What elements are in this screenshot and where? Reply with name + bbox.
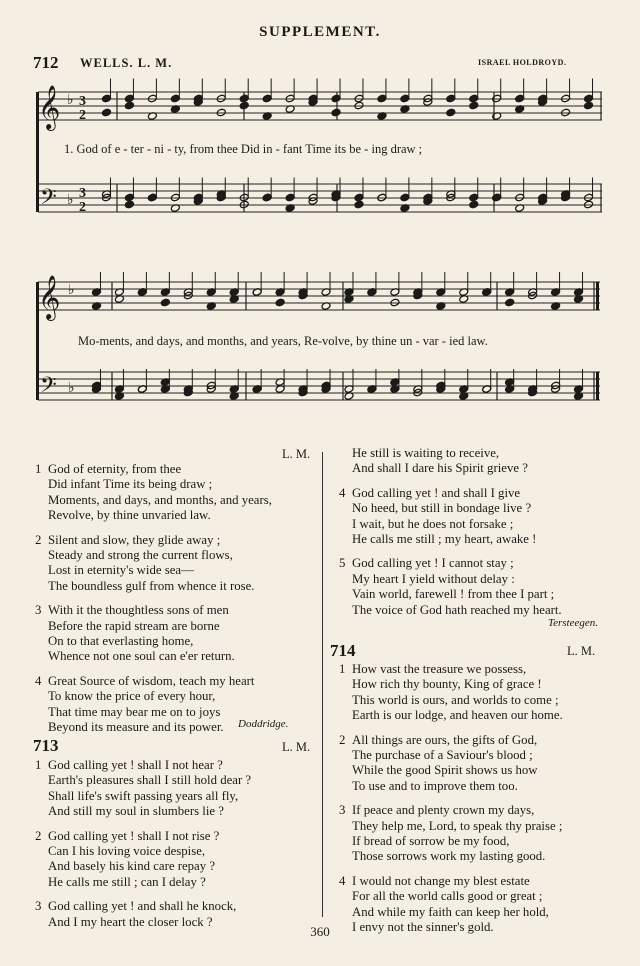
note-head [102,108,112,117]
verse-line: And basely his kind care repay ? [48,859,216,874]
verse-line: Did infant Time its being draw ; [48,477,213,492]
stanza-continuation [352,446,562,477]
verse-line: All things are ours, the gifts of God, [352,732,538,747]
hymn-714-number: 714 [330,641,356,660]
hymn-713-number: 713 [33,736,59,755]
note-head [239,101,249,110]
stanza [35,603,272,665]
hymn-714-text [339,662,563,945]
time-signature-top: 3 [79,94,86,109]
verse-line: I wait, but he does not forsake ; [352,516,514,531]
note-head [331,94,341,103]
verse-line: For all the world calls good or great ; [352,889,543,904]
note-head [492,193,502,202]
stanza-number: 5 [339,556,346,571]
stanza-number: 3 [35,899,42,914]
verse-line: That time may bear me on to joys [48,704,221,719]
page-number: 360 [310,924,330,939]
verse-line: God of eternity, from thee [48,462,182,476]
stanza-number: 3 [35,603,42,618]
note-head [147,193,157,202]
hymn-713-stanzas-left [35,758,252,930]
stanza [35,828,251,891]
verse-line: The purchase of a Saviour's blood ; [352,748,533,763]
note-head [262,94,272,103]
treble-clef-icon: 𝄞 [38,275,61,319]
note-head [505,298,515,307]
verse-line: This world is ours, and worlds to come ; [352,692,559,707]
verse-line: They help me, Lord, to speak thy praise ; [352,818,563,833]
verse-line: I would not change my blest estate [352,873,530,888]
verse-line: Moments, and days, and months, and years, [48,492,272,507]
note-head [124,94,134,103]
stanza-number: 2 [339,732,346,747]
verse-line: While the good Spirit shows us how [352,763,538,778]
verse-line: Revolve, by thine unvaried law. [48,508,211,523]
tune-name: WELLS. L. M. [80,56,173,70]
flat-sign-icon: ♭ [68,282,75,298]
verse-line: Beyond its measure and its power. [48,720,224,735]
stanza-number: 4 [339,873,346,888]
music-score [0,0,640,420]
note-head [124,193,134,202]
verse-line: God calling yet ! and shall I give [352,485,521,500]
hymn-713-author: Tersteegen. [548,617,599,629]
verse-line: Great Source of wisdom, teach my heart [48,673,255,688]
final-barline [596,282,599,310]
stanza [35,758,252,820]
stanza [339,732,563,795]
note-head [469,101,479,110]
bass-clef-icon: 𝄢 [40,373,57,403]
verse-line: To know the price of every hour, [48,689,216,704]
time-signature-top: 3 [79,186,86,201]
verse-line: My heart I yield without delay : [352,571,515,586]
note-head [584,101,594,110]
note-head [515,94,525,103]
verse-line: With it the thoughtless sons of men [48,603,229,618]
note-head [170,94,180,103]
verse-line: God calling yet ! I cannot stay ; [352,556,514,571]
verse-line: The voice of God hath reached my heart. [352,602,562,617]
note-head [239,94,249,103]
hymn-714-stanzas [339,662,563,936]
verse-line: And while my faith can keep her hold, [352,904,549,919]
composer-name: ISRAEL HOLDROYD. [478,58,567,67]
stanza [339,662,563,724]
verse-line: Those sorrows work my lasting good. [352,849,546,864]
verse-line: How rich thy bounty, King of grace ! [352,677,542,692]
note-head [331,108,341,117]
hymn-714-meter: L. M. [567,644,596,658]
flat-sign-icon: ♭ [67,92,74,108]
verse-line: Can I his loving voice despise, [48,844,206,859]
note-head [262,193,272,202]
note-head [469,94,479,103]
verse-line: If bread of sorrow be my food, [352,834,510,849]
final-barline [596,372,599,400]
verse-line: Vain world, farewell ! from thee I part ; [352,587,555,602]
stanza-number: 1 [35,758,42,772]
time-signature-bottom: 2 [79,200,86,215]
hymn-712-meter: L. M. [282,447,311,461]
verse-line: Shall life's swift passing years all fly, [48,788,239,803]
lyric-line-1: 1. God of e - ter - ni - ty, from thee Did in - fant Time its be - ing draw ; [64,142,423,156]
hymn-712-text [35,462,272,745]
note-head [446,108,456,117]
stanza-number: 4 [339,485,346,500]
stanza-number: 1 [339,662,346,676]
verse-line: And still my soul in slumbers lie ? [48,804,224,819]
hymn-713-text-right [339,446,562,627]
verse-line: Silent and slow, they glide away ; [48,532,221,547]
verse-line: I envy not the sinner's gold. [352,920,494,935]
treble-clef-icon: 𝄞 [38,85,61,129]
verse-line: God calling yet ! and shall he knock, [48,899,237,914]
verse-line: Earth's pleasures shall I still hold dear ? [48,773,252,788]
note-head [124,101,134,110]
verse-line: And I my heart the closer lock ? [48,914,213,929]
hymn-713-stanzas-right [339,446,562,618]
note-head [446,94,456,103]
hymn-712-number: 712 [33,53,59,72]
note-head [275,298,285,307]
note-head [377,94,387,103]
note-head [160,298,170,307]
hymn-712-stanzas [35,462,272,736]
stanza-number: 1 [35,462,42,476]
verse-line: Steady and strong the current flows, [48,548,233,563]
verse-line: Before the rapid stream are borne [48,618,220,633]
verse-line: He still is waiting to receive, [352,446,500,460]
note-head [469,193,479,202]
verse-line: He calls me still ; my heart, awake ! [352,532,537,547]
stanza [35,532,272,595]
verse-line: God calling yet ! shall I not rise ? [48,828,220,843]
verse-line: Earth is our lodge, and heaven our home. [352,708,563,723]
verse-line: Lost in eternity's wide sea— [48,563,194,578]
stanza [339,485,562,548]
note-head [400,193,410,202]
verse-line: If peace and plenty crown my days, [352,803,535,818]
stanza-number: 4 [35,673,42,688]
verse-line: How vast the treasure we possess, [352,662,527,676]
column-divider [322,452,323,917]
page-title: SUPPLEMENT. [259,24,381,40]
flat-sign-icon: ♭ [67,192,74,208]
bass-clef-icon: 𝄢 [40,185,57,215]
verse-line: Whence not one soul can e'er return. [48,649,235,664]
stanza-number: 2 [35,532,42,547]
hymn-713-text-left [35,758,252,939]
stanza [339,803,563,865]
lyric-line-2: Mo-ments, and days, and months, and years, Re-volve, by thine un - var - ied law. [78,334,488,348]
stanza [339,556,562,618]
note-head [124,200,134,209]
verse-line: He calls me still ; can I delay ? [48,874,206,889]
stanza-number: 3 [339,803,346,818]
verse-line: The boundless gulf from whence it rose. [48,578,255,593]
flat-sign-icon: ♭ [68,380,75,396]
note-head [469,200,479,209]
stanza [35,462,272,524]
note-head [354,193,364,202]
note-head [584,94,594,103]
note-head [285,193,295,202]
verse-line: God calling yet ! shall I not hear ? [48,758,223,772]
verse-line: On to that everlasting home, [48,634,194,649]
time-signature-bottom: 2 [79,108,86,123]
note-head [102,94,112,103]
stanza-number: 2 [35,828,42,843]
verse-line: No heed, but still in bondage live ? [352,501,532,516]
note-head [400,94,410,103]
verse-line: And shall I dare his Spirit grieve ? [352,461,528,476]
hymn-712-author: Doddridge. [238,718,289,730]
hymn-713-meter: L. M. [282,740,311,754]
verse-line: To use and to improve them too. [352,778,518,793]
note-head [354,200,364,209]
